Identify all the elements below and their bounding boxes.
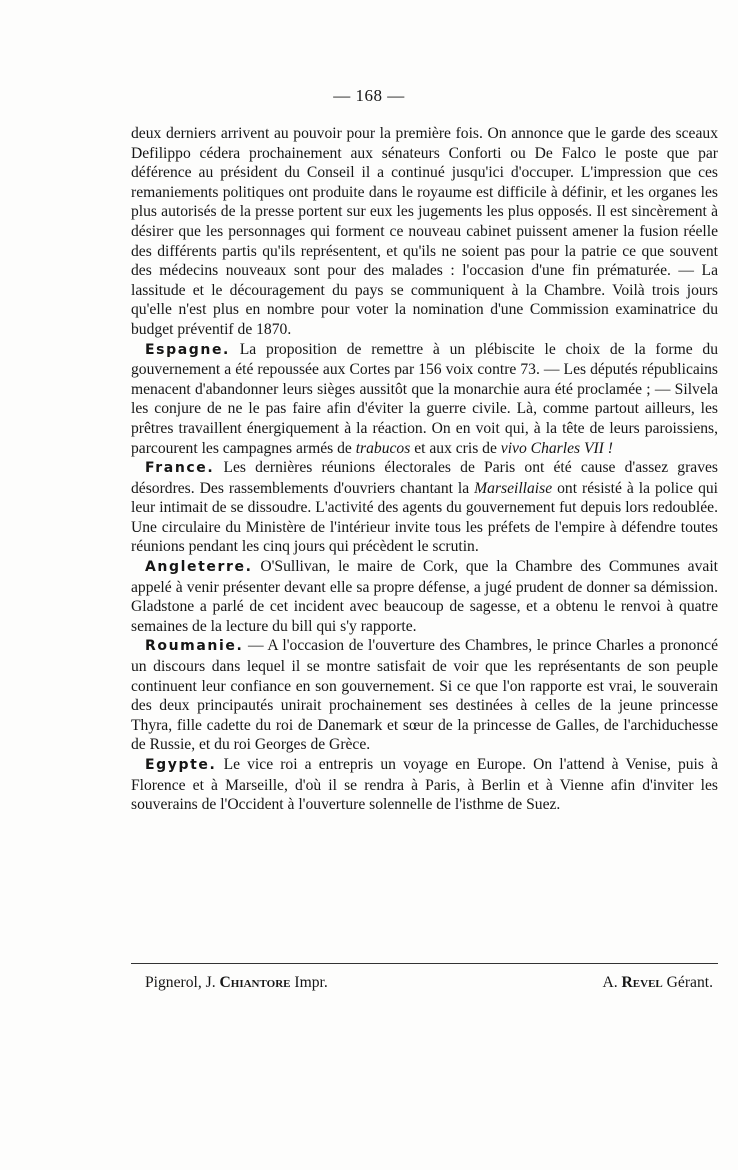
country-heading-france: France. [145,460,215,477]
printer-credit [145,974,328,992]
paragraph-text: ont résisté à la police qui leur intimait de se dissoudre. L'activité des agents du gouvernement fut depuis lors redoublée. Une circulaire du Ministère de l'intérieur invite tous les préfets de l'empire à défendre toutes réunions pendant les cinq jours qui précèdent le scrutin. [131,479,718,556]
manager-prefix: A. [602,974,622,991]
manager-suffix: Gérant. [662,974,713,991]
italic-term: vivo Charles VII ! [500,439,613,457]
article-body [131,124,718,815]
paragraph-england [131,557,718,636]
paragraph-france [131,458,718,557]
italic-term: trabucos [355,439,411,457]
paragraph-text: deux derniers arrivent au pouvoir pour la première fois. On annonce que le garde des sceaux Defilippo cédera prochainement aux sénateurs Conforti ou De Falco le poste que par déférence au président du Conseil il a continué jusqu'ici d'occuper. L'impression que ces remaniements politiques ont produite dans le royaume est difficile à définir, et les organes les plus autorisés de la presse portent sur eux les jugements les plus opposés. Il est sincèrement à désirer que les personnages qui forment ce nouveau cabinet puissent amener la fusion réelle des différents partis qu'ils représentent, et qu'ils ne soient pas pour la patrie ce que souvent des médecins nouveaux sont pour des malades : l'occasion d'une fin prématurée. — La lassitude et le découragement du pays se communiquent à la Chambre. Voilà trois jours qu'elle n'est plus en nombre pour voter la nomination d'une Commission examinatrice du budget préventif de 1870. [131,125,718,338]
country-heading-romania: Roumanie. [145,638,244,655]
country-heading-egypt: Egypte. [145,757,217,773]
paragraph-text: O'Sullivan, le maire de Cork, que la Chambre des Communes avait appelé à venir présenter devant elle sa propre défense, a jugé prudent de donner sa démission. Gladstone a parlé de cet incident avec beaucoup de sagesse, et a obtenu le renvoi à quatre semaines de la lecture du bill qui s'y rapporte. [131,558,718,635]
paragraph-text: et aux cris de [410,439,501,457]
italic-term: Marseillaise [474,479,553,497]
printer-prefix: Pignerol, J. [145,974,220,991]
country-heading-spain: Espagne. [145,341,230,358]
paragraph-text: Les dernières réunions électorales de Paris ont été cause d'assez graves désordres. Des rassemblements d'ouvriers chantant la [131,459,718,497]
country-heading-england: Angleterre. [145,559,253,576]
paragraph-spain [131,340,718,459]
manager-name: Revel [621,974,663,991]
page-number: — 168 — [333,86,405,105]
manager-credit [602,974,713,992]
footer-rule [131,963,718,964]
paragraph-romania [131,636,718,755]
printer-name: Chiantore [219,974,291,991]
paragraph-text: — A l'occasion de l'ouverture des Chambres, le prince Charles a prononcé un discours dans lequel il se montre satisfait de voir que les représentants de son peuple continuent leur confiance en son gouvernement. Si ce que l'on rapporte est vrai, le souverain des deux principautés unirait prochainement ses destinées à celles de la jeune princesse Thyra, fille cadette du roi de Danemark et sœur de la princesse de Galles, de l'archiduchesse de Russie, et du roi Georges de Grèce. [131,637,718,754]
paragraph-text: Le vice roi a entrepris un voyage en Europe. On l'attend à Venise, puis à Florence et à Marseille, d'où il se rendra à Paris, à Berlin et à Vienne afin d'inviter les souverains de l'Occident à l'ouverture solennelle de l'isthme de Suez. [131,756,718,814]
paragraph-italy-continued [131,124,718,340]
paragraph-text: La proposition de remettre à un plébiscite le choix de la forme du gouvernement a été repoussée aux Cortes par 156 voix contre 73. — Les députés républicains menacent d'abandonner leurs sièges aussitôt que la monarchie aura été proclamée ; — Silvela les conjure de ne le pas faire afin d'éviter la guerre civile. Là, comme partout ailleurs, les prêtres travaillent énergiquement à la réaction. On en voit qui, à la tête de leurs paroissiens, parcourent les campagnes armés de [131,340,718,457]
paragraph-egypt [131,755,718,815]
printer-suffix: Impr. [290,974,328,991]
